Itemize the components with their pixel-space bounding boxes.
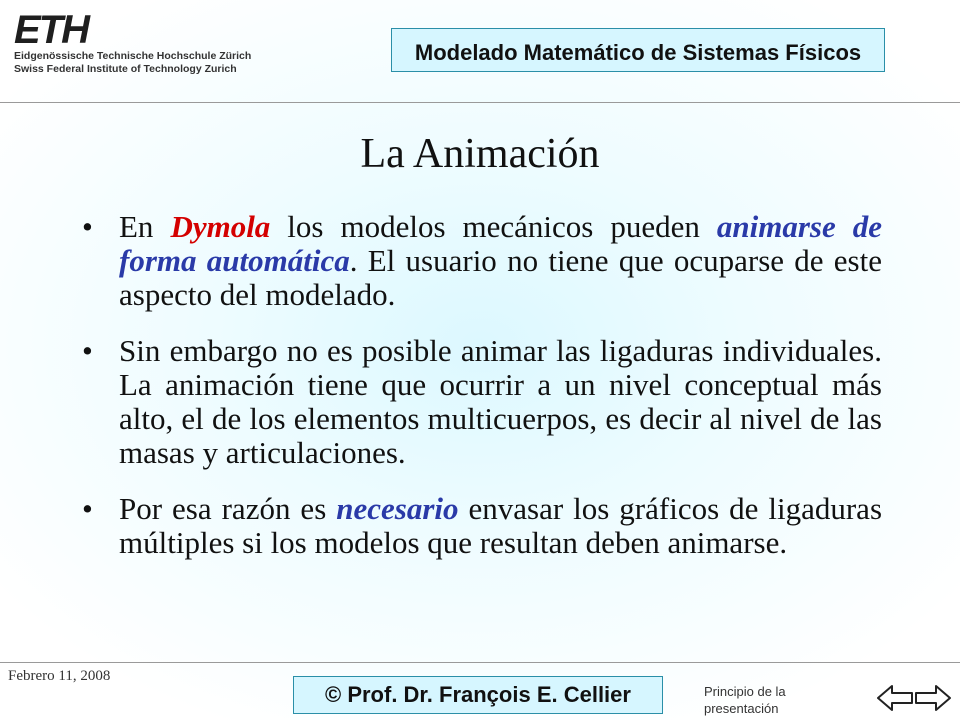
bullet-3-part-3: envasar los gráficos de ligaduras múltiples si los modelos que resultan deben animarse. bbox=[119, 491, 883, 560]
footer-divider bbox=[0, 662, 960, 663]
header-divider bbox=[0, 102, 960, 103]
necesario-emphasis: necesario bbox=[336, 491, 459, 526]
animarse-emphasis: animarse de forma automática bbox=[119, 209, 882, 278]
dymola-emphasis: Dymola bbox=[170, 209, 271, 244]
arrow-left-icon bbox=[876, 682, 916, 714]
bullet-item-1 bbox=[82, 210, 882, 312]
bullet-2-text: Sin embargo no es posible animar las ligaduras individuales. La animación tiene que ocurrir a un nivel conceptual más alto, el de los elementos multicuerpos, es decir al nivel de las masas y articulaciones. bbox=[119, 333, 882, 470]
slide-title: La Animación bbox=[360, 131, 600, 177]
home-link[interactable]: Principio de la presentación bbox=[704, 684, 786, 716]
bullet-1-part-5: . El usuario no tiene que ocuparse de este aspecto del modelado. bbox=[119, 243, 882, 312]
eth-logo-line1: Eidgenössische Technische Hochschule Zürich bbox=[14, 50, 252, 62]
slide-date: Febrero 11, 2008 bbox=[8, 668, 111, 684]
eth-logo-line2: Swiss Federal Institute of Technology Zurich bbox=[14, 63, 237, 75]
bullet-1-part-1: En bbox=[119, 209, 171, 244]
eth-logo bbox=[14, 10, 254, 80]
next-slide-button[interactable] bbox=[912, 682, 952, 714]
arrow-right-icon bbox=[912, 682, 952, 714]
eth-logo-mark: ETH bbox=[14, 8, 88, 52]
bullet-item-3 bbox=[82, 492, 882, 560]
course-title: Modelado Matemático de Sistemas Físicos bbox=[414, 40, 862, 65]
bullet-1-part-3: los modelos mecánicos pueden bbox=[270, 209, 717, 244]
bullet-3-part-1: Por esa razón es bbox=[119, 491, 337, 526]
bullet-item-2 bbox=[82, 334, 882, 470]
prev-slide-button[interactable] bbox=[876, 682, 916, 714]
bullet-list bbox=[82, 210, 882, 582]
copyright-box: © Prof. Dr. François E. Cellier bbox=[293, 676, 663, 714]
